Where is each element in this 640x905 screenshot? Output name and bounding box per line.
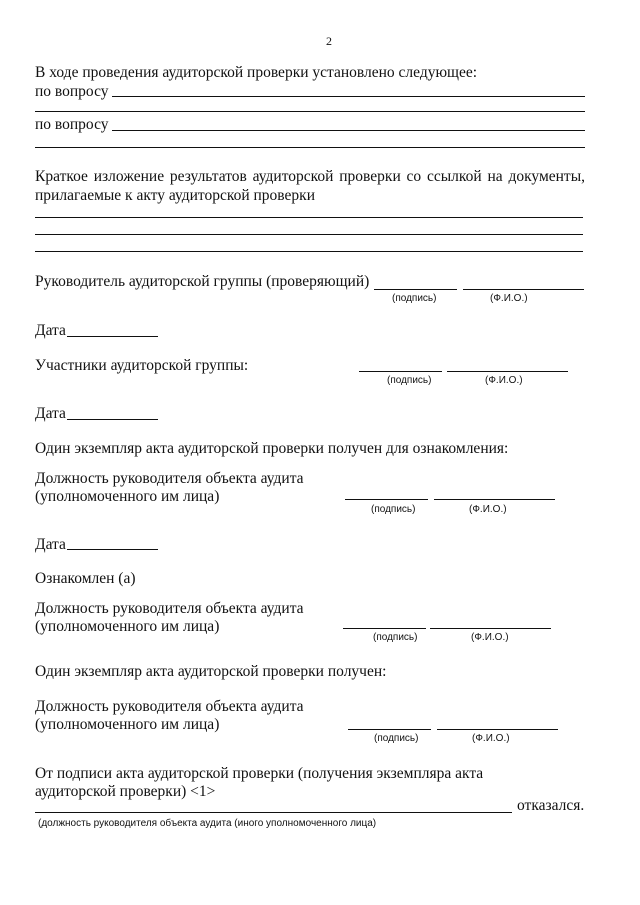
- date-line-3: [67, 549, 158, 550]
- question-line-1: [112, 96, 585, 97]
- head-position-1-line-1: Должность руководителя объекта аудита: [35, 470, 304, 487]
- refusal-text-line-2: аудиторской проверки) <1>: [35, 783, 216, 800]
- head-position-2-line-2: (уполномоченного им лица): [35, 618, 220, 635]
- date-label-2: Дата: [35, 405, 66, 422]
- date-line-1: [67, 336, 158, 337]
- date-line-2: [67, 419, 158, 420]
- participants-name-caption: (Ф.И.О.): [485, 375, 523, 386]
- head-position-2-line-1: Должность руководителя объекта аудита: [35, 600, 304, 617]
- received-text: Один экземпляр акта аудиторской проверки получен:: [35, 663, 387, 680]
- group-head-signature-line: [374, 289, 457, 290]
- summary-line-3: [35, 251, 583, 252]
- head-2-name-caption: (Ф.И.О.): [471, 632, 509, 643]
- question-label-2: по вопросу: [35, 116, 109, 133]
- head-3-name-caption: (Ф.И.О.): [472, 733, 510, 744]
- summary-text-line-2: прилагаемые к акту аудиторской проверки: [35, 187, 315, 204]
- refusal-caption: (должность руководителя объекта аудита (иного уполномоченного лица): [38, 818, 377, 829]
- head-3-name-line: [437, 729, 558, 730]
- head-position-3-line-1: Должность руководителя объекта аудита: [35, 698, 304, 715]
- head-2-signature-caption: (подпись): [373, 632, 418, 643]
- group-head-name-caption: (Ф.И.О.): [490, 293, 528, 304]
- head-1-name-caption: (Ф.И.О.): [469, 504, 507, 515]
- participants-name-line: [447, 371, 568, 372]
- question-label-1: по вопросу: [35, 83, 109, 100]
- question-line-2: [112, 130, 585, 131]
- participants-label: Участники аудиторской группы:: [35, 357, 249, 374]
- group-head-name-line: [463, 289, 584, 290]
- head-2-name-line: [430, 628, 551, 629]
- received-for-review-text: Один экземпляр акта аудиторской проверки получен для ознакомления:: [35, 440, 509, 457]
- participants-signature-caption: (подпись): [387, 375, 432, 386]
- group-head-label: Руководитель аудиторской группы (проверяющий): [35, 273, 370, 290]
- date-label-1: Дата: [35, 322, 66, 339]
- refusal-text-line-1: От подписи акта аудиторской проверки (получения экземпляра акта: [35, 765, 484, 782]
- head-position-1-line-2: (уполномоченного им лица): [35, 488, 220, 505]
- participants-signature-line: [359, 371, 442, 372]
- head-2-signature-line: [343, 628, 426, 629]
- acquainted-text: Ознакомлен (а): [35, 570, 136, 587]
- head-3-signature-line: [348, 729, 431, 730]
- summary-text-line-1: Краткое изложение результатов аудиторской проверки со ссылкой на документы,: [35, 168, 585, 185]
- refusal-line: [35, 812, 512, 813]
- summary-line-1: [35, 217, 583, 218]
- head-1-name-line: [434, 499, 555, 500]
- head-position-3-line-2: (уполномоченного им лица): [35, 716, 220, 733]
- head-3-signature-caption: (подпись): [374, 733, 419, 744]
- head-1-signature-caption: (подпись): [371, 504, 416, 515]
- group-head-signature-caption: (подпись): [392, 293, 437, 304]
- question-line-1b: [35, 111, 585, 112]
- page-number: 2: [326, 34, 332, 48]
- question-line-2b: [35, 147, 585, 148]
- intro-text: В ходе проведения аудиторской проверки установлено следующее:: [35, 64, 478, 81]
- summary-line-2: [35, 234, 583, 235]
- date-label-3: Дата: [35, 536, 66, 553]
- head-1-signature-line: [345, 499, 428, 500]
- refused-text: отказался.: [517, 797, 585, 814]
